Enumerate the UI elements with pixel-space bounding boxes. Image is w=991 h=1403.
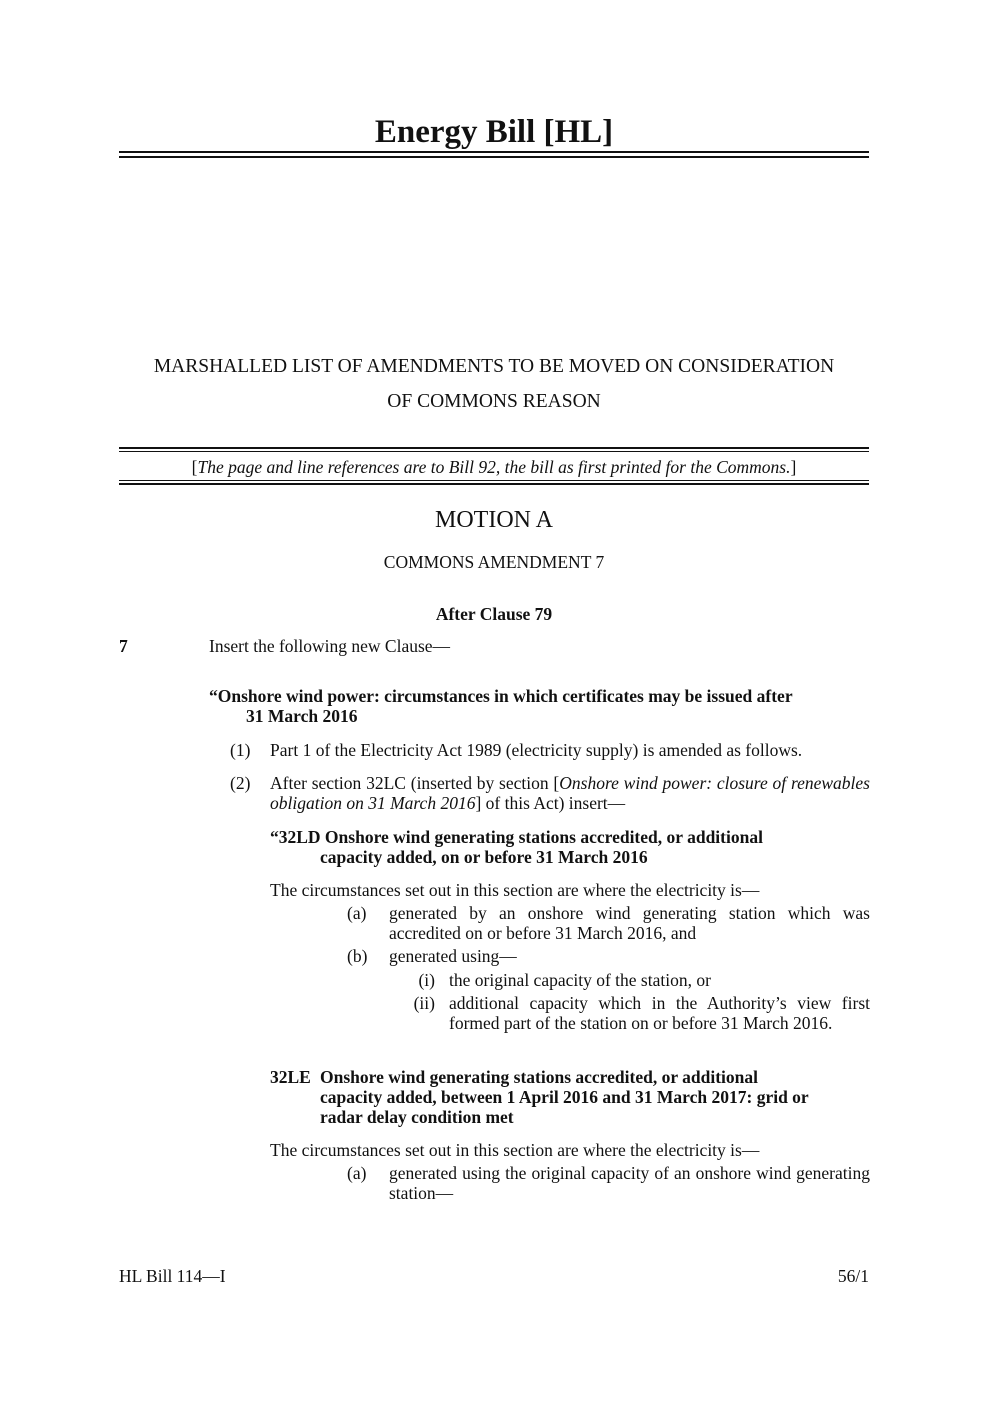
subparagraph-text: additional capacity which in the Authority’s view first formed part of the station on or before 31 March 2016. bbox=[449, 993, 870, 1033]
paragraph-text: generated using— bbox=[389, 946, 517, 966]
divider bbox=[119, 156, 869, 158]
text: ] of this Act) insert— bbox=[475, 793, 626, 813]
paragraph-text: generated using the original capacity of an onshore wind generating station— bbox=[389, 1163, 870, 1203]
subparagraph-number: (i) bbox=[418, 970, 435, 990]
insert-instruction: Insert the following new Clause— bbox=[209, 636, 451, 656]
footer-bill-number: HL Bill 114—I bbox=[119, 1266, 226, 1286]
subsection-text bbox=[270, 773, 870, 813]
section-32ld-title-cont: capacity added, on or before 31 March 2016 bbox=[320, 847, 648, 867]
subsection-text: Part 1 of the Electricity Act 1989 (electricity supply) is amended as follows. bbox=[270, 740, 803, 760]
subsection-number: (2) bbox=[230, 773, 251, 793]
reference-note bbox=[119, 457, 869, 477]
paragraph-number: (a) bbox=[347, 903, 367, 923]
new-clause-title-cont: 31 March 2016 bbox=[246, 706, 358, 726]
section-32le-title-cont: radar delay condition met bbox=[320, 1107, 514, 1127]
paragraph-number: (b) bbox=[347, 946, 368, 966]
list-subtitle-line1: MARSHALLED LIST OF AMENDMENTS TO BE MOVED ON CONSIDERATION bbox=[153, 356, 835, 377]
divider bbox=[119, 151, 869, 153]
bracket: [ bbox=[191, 457, 198, 477]
list-subtitle-line2: OF COMMONS REASON bbox=[387, 391, 601, 412]
divider bbox=[119, 483, 869, 485]
divider bbox=[119, 451, 869, 452]
section-32ld-title: “32LD Onshore wind generating stations accredited, or additional bbox=[270, 827, 763, 847]
motion-heading: MOTION A bbox=[435, 507, 553, 533]
new-clause-title: “Onshore wind power: circumstances in which certificates may be issued after bbox=[209, 686, 793, 706]
clause-heading: After Clause 79 bbox=[435, 604, 553, 624]
amendment-number: 7 bbox=[119, 636, 128, 656]
divider bbox=[119, 480, 869, 481]
section-32le-number: 32LE bbox=[270, 1067, 311, 1087]
amendment-heading: COMMONS AMENDMENT 7 bbox=[383, 552, 605, 572]
subparagraph-number: (ii) bbox=[413, 993, 435, 1013]
bill-title: Energy Bill [HL] bbox=[374, 114, 614, 150]
footer-page-number: 56/1 bbox=[837, 1266, 869, 1286]
cross-reference: Onshore wind power: closure of renewables obligation on 31 March 2016 bbox=[270, 773, 870, 813]
reference-note-text: The page and line references are to Bill 92, the bill as first printed for the Commons. bbox=[197, 457, 791, 477]
section-32le-title-cont: capacity added, between 1 April 2016 and 31 March 2017: grid or bbox=[320, 1087, 809, 1107]
paragraph-number: (a) bbox=[347, 1163, 367, 1183]
divider bbox=[119, 447, 869, 449]
section-intro: The circumstances set out in this section are where the electricity is— bbox=[270, 1140, 760, 1160]
paragraph-text: generated by an onshore wind generating station which was accredited on or before 31 March 2016, and bbox=[389, 903, 870, 943]
subsection-number: (1) bbox=[230, 740, 251, 760]
text: After section 32LC (inserted by section [ bbox=[270, 773, 560, 793]
bracket: ] bbox=[790, 457, 797, 477]
subparagraph-text: the original capacity of the station, or bbox=[449, 970, 711, 990]
section-32le-title: Onshore wind generating stations accredited, or additional bbox=[320, 1067, 759, 1087]
section-intro: The circumstances set out in this section are where the electricity is— bbox=[270, 880, 760, 900]
